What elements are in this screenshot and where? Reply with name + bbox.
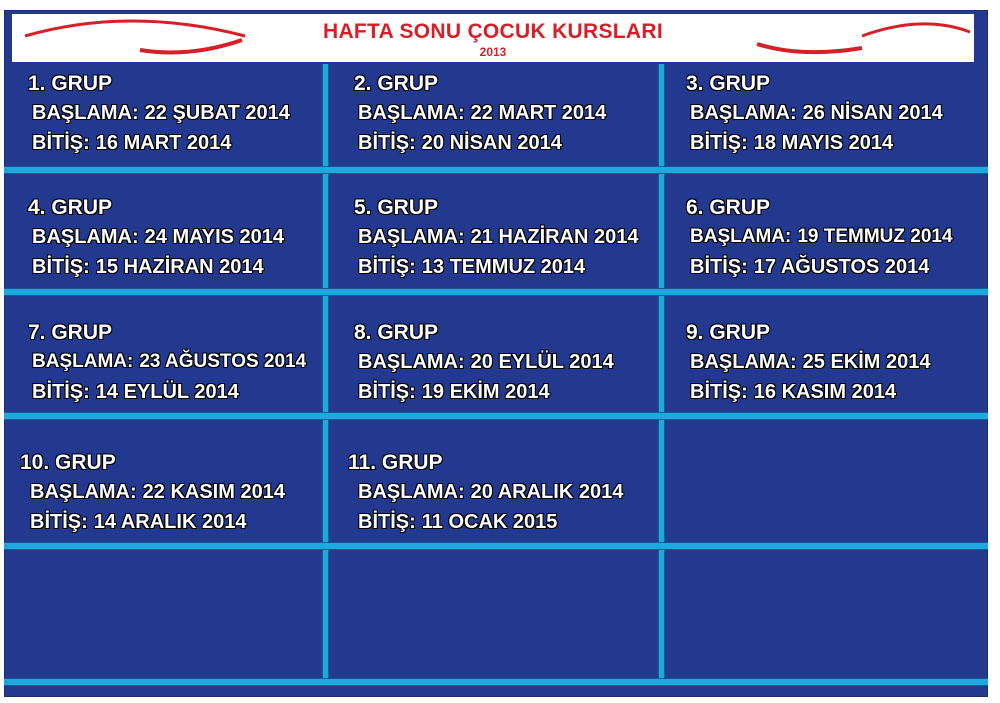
- end-label: BİTİŞ:: [358, 381, 416, 403]
- start-label: BAŞLAMA:: [30, 481, 137, 503]
- start-date: 24 MAYIS 2014: [144, 226, 285, 248]
- end-date: 13 TEMMUZ 2014: [421, 256, 586, 278]
- end-label: BİTİŞ:: [32, 256, 90, 278]
- end-date: 20 NİSAN 2014: [421, 132, 562, 154]
- end-date: 11 OCAK 2015: [421, 511, 558, 533]
- end-label: BİTİŞ:: [358, 256, 416, 278]
- end-date: 15 HAZİRAN 2014: [95, 256, 264, 278]
- end-label: BİTİŞ:: [30, 511, 88, 533]
- end-date: 14 EYLÜL 2014: [95, 381, 239, 403]
- group-title: 1. GRUP: [28, 72, 113, 95]
- grid-divider-horizontal-2: [4, 288, 988, 296]
- grid-divider-horizontal-5: [4, 678, 988, 686]
- start-label: BAŞLAMA:: [358, 481, 465, 503]
- end-date: 17 AĞUSTOS 2014: [753, 256, 930, 278]
- start-label: BAŞLAMA:: [690, 226, 792, 247]
- page-year: 2013: [479, 45, 507, 59]
- end-date: 16 KASIM 2014: [753, 381, 897, 403]
- group-title: 4. GRUP: [28, 196, 113, 219]
- start-date: 22 MART 2014: [470, 102, 607, 124]
- grid-divider-horizontal-1: [4, 166, 988, 174]
- group-title: 6. GRUP: [686, 196, 771, 219]
- end-date: 19 EKİM 2014: [421, 381, 550, 403]
- page-title: HAFTA SONU ÇOCUK KURSLARI: [323, 20, 663, 43]
- start-date: 22 ŞUBAT 2014: [144, 102, 290, 124]
- group-title: 9. GRUP: [686, 321, 771, 344]
- start-date: 21 HAZİRAN 2014: [470, 226, 639, 248]
- end-date: 14 ARALIK 2014: [93, 511, 247, 533]
- start-label: BAŞLAMA:: [32, 226, 139, 248]
- group-title: 11. GRUP: [348, 451, 443, 474]
- end-date: 18 MAYIS 2014: [753, 132, 894, 154]
- start-label: BAŞLAMA:: [690, 351, 797, 373]
- group-title: 2. GRUP: [354, 72, 439, 95]
- start-date: 20 EYLÜL 2014: [470, 351, 614, 373]
- end-label: BİTİŞ:: [358, 132, 416, 154]
- group-title: 3. GRUP: [686, 72, 771, 95]
- end-label: BİTİŞ:: [32, 381, 90, 403]
- start-label: BAŞLAMA:: [358, 102, 465, 124]
- group-title: 8. GRUP: [354, 321, 439, 344]
- end-label: BİTİŞ:: [690, 132, 748, 154]
- grid-divider-vertical-1: [322, 64, 329, 570]
- end-label: BİTİŞ:: [690, 381, 748, 403]
- grid-divider-vertical-1-lower: [322, 570, 329, 680]
- start-label: BAŞLAMA:: [690, 102, 797, 124]
- start-date: 22 KASIM 2014: [142, 481, 285, 503]
- header-banner: [12, 14, 974, 62]
- grid-divider-horizontal-3: [4, 412, 988, 420]
- end-label: BİTİŞ:: [690, 256, 748, 278]
- end-date: 16 MART 2014: [95, 132, 232, 154]
- end-label: BİTİŞ:: [358, 511, 416, 533]
- start-label: BAŞLAMA:: [358, 226, 465, 248]
- start-label: BAŞLAMA:: [32, 102, 139, 124]
- start-date: 23 AĞUSTOS 2014: [139, 351, 307, 372]
- group-title: 5. GRUP: [354, 196, 439, 219]
- start-date: 26 NİSAN 2014: [802, 102, 943, 124]
- start-label: BAŞLAMA:: [32, 351, 134, 372]
- grid-divider-vertical-2: [658, 64, 665, 680]
- grid-divider-horizontal-4: [4, 542, 988, 550]
- start-date: 19 TEMMUZ 2014: [797, 226, 953, 247]
- group-title: 7. GRUP: [28, 321, 113, 344]
- group-title: 10. GRUP: [20, 451, 116, 474]
- start-label: BAŞLAMA:: [358, 351, 465, 373]
- end-label: BİTİŞ:: [32, 132, 90, 154]
- start-date: 25 EKİM 2014: [802, 351, 931, 373]
- start-date: 20 ARALIK 2014: [470, 481, 624, 503]
